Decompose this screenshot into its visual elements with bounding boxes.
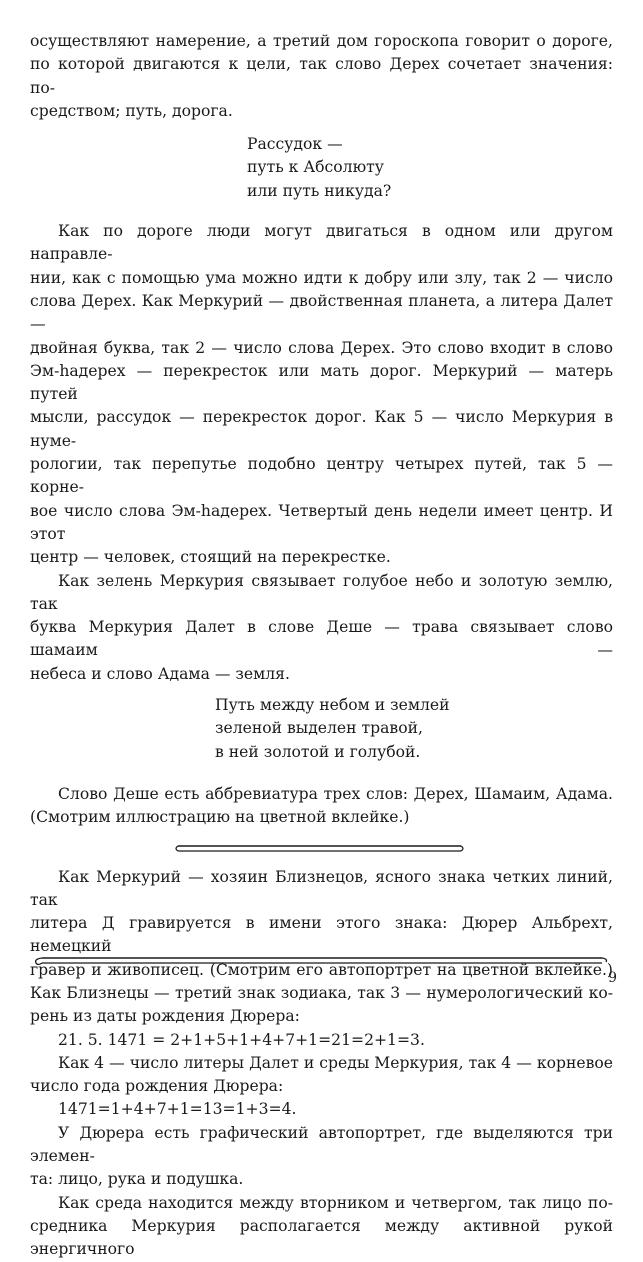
- paragraph-5: [30, 866, 613, 1029]
- text-line: Как Близнецы — третий знак зодиака, так 3 — нумерологический ко-: [30, 983, 613, 1002]
- verse-1: [247, 133, 613, 203]
- text-line: Как среда находится между вторником и четвергом, так лицо по-: [58, 1193, 613, 1212]
- text-line: двойная буква, так 2 — число слова Дерех. Это слово входит в слово: [30, 338, 613, 357]
- text-line: Слово Деше есть аббревиатура трех слов: Дерех, Шамаим, Адама.: [58, 784, 613, 803]
- text-line: число года рождения Дюрера:: [30, 1077, 284, 1096]
- text-line: Как 4 — число литеры Далет и среды Меркурия, так 4 — корневое: [58, 1053, 613, 1072]
- paragraph-2: [30, 220, 613, 569]
- text-line: осуществляют намерение, а третий дом гороскопа говорит о дороге,: [30, 32, 613, 50]
- text-line: средством; путь, дорога.: [30, 101, 233, 120]
- section-divider: [174, 844, 465, 854]
- text-line: та: лицо, рука и подушка.: [30, 1170, 244, 1189]
- text-line: по которой двигаются к цели, так слово Дерех сочетает значения: по-: [30, 55, 613, 97]
- verse-line: или путь никуда?: [247, 181, 392, 200]
- paragraph-4: [30, 783, 613, 830]
- verse-line: в ней золотой и голубой.: [215, 742, 421, 761]
- text-line: гравер и живописец. (Смотрим его автопортрет на цветной вклейке.): [30, 960, 613, 979]
- formula-birthdate: 21. 5. 1471 = 2+1+5+1+4+7+1=21=2+1=3.: [58, 1030, 425, 1049]
- verse-line: Путь между небом и землей: [215, 696, 450, 715]
- page-number: 9: [608, 970, 617, 986]
- text-line: Как зелень Меркурия связывает голубое небо и золотую землю, так: [30, 571, 613, 613]
- paragraph-3: [30, 570, 613, 686]
- text-line: небеса и слово Адама — земля.: [30, 664, 290, 683]
- text-line: вое число слова Эм-hадерех. Четвертый день недели имеет центр. И этот: [30, 501, 613, 543]
- page-body: [30, 30, 613, 1262]
- verse-line: зеленой выделен травой,: [215, 719, 423, 738]
- text-line: рень из даты рождения Дюрера:: [30, 1007, 300, 1026]
- text-line: У Дюрера есть графический автопортрет, где выделяются три элемен-: [30, 1123, 613, 1166]
- paragraph-7: [30, 1122, 613, 1192]
- verse-line: путь к Абсолюту: [247, 158, 384, 177]
- divider-ornament: [174, 844, 465, 854]
- text-line: буква Меркурия Далет в слове Деше — трава связывает слово шамаим —: [30, 618, 613, 660]
- paragraph-8: [30, 1192, 613, 1262]
- text-line: Как Меркурий — хозяин Близнецов, ясного знака четких линий, так: [30, 867, 613, 909]
- paragraph-1: [30, 30, 613, 123]
- verse-line: Рассудок —: [247, 135, 343, 154]
- text-line: (Смотрим иллюстрацию на цветной вклейке.): [30, 808, 410, 827]
- text-line: Как по дороге люди могут двигаться в одном или другом направле-: [30, 222, 613, 264]
- text-line: слова Дерех. Как Меркурий — двойственная планета, а литера Далет —: [30, 291, 613, 334]
- text-line: средника Меркурия располагается между активной рукой энергичного: [30, 1216, 613, 1259]
- footer-ornament-rule: [32, 955, 610, 967]
- verse-2: [215, 694, 613, 764]
- text-line: нии, как с помощью ума можно идти к добру или злу, так 2 — число: [30, 268, 613, 287]
- text-line: литера Д гравируется в имени этого знака: Дюрер Альбрехт, немецкий: [30, 914, 613, 956]
- paragraph-6: [30, 1052, 613, 1099]
- formula-birthyear: 1471=1+4+7+1=13=1+3=4.: [58, 1100, 297, 1119]
- text-line: рологии, так перепутье подобно центру четырех путей, так 5 — корне-: [30, 455, 613, 497]
- text-line: Эм-hадерех — перекресток или мать дорог. Меркурий — матерь путей: [30, 361, 613, 404]
- text-line: мысли, рассудок — перекресток дорог. Как 5 — число Меркурия в нуме-: [30, 408, 613, 450]
- text-line: центр — человек, стоящий на перекрестке.: [30, 548, 391, 567]
